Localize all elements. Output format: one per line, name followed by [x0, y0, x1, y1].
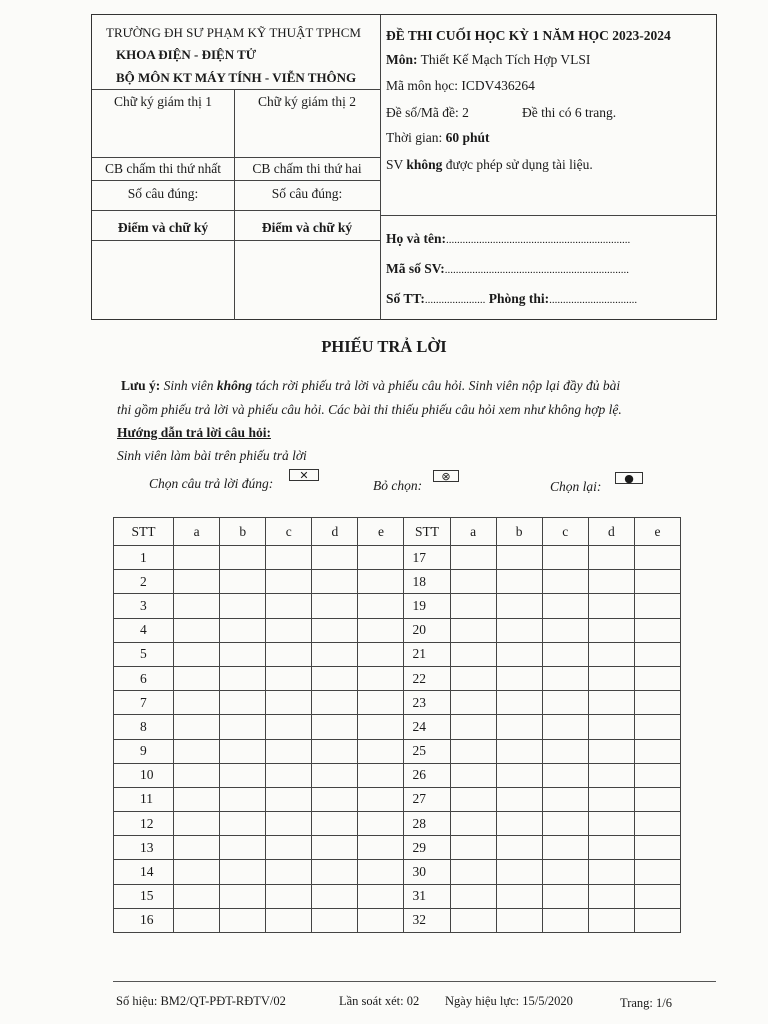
answer-cell[interactable] [634, 618, 680, 642]
answer-cell[interactable] [634, 908, 680, 932]
answer-cell[interactable] [174, 666, 220, 690]
proctor1-label: Chữ ký giám thị 1 [113, 94, 213, 109]
grid-header-cell: b [220, 518, 266, 546]
answer-cell[interactable] [312, 666, 358, 690]
school-name: TRƯỜNG ĐH SƯ PHẠM KỸ THUẬT TPHCM [106, 25, 361, 40]
faculty-name: KHOA ĐIỆN - ĐIỆN TỬ [116, 47, 257, 62]
answer-cell[interactable] [266, 642, 312, 666]
answer-cell[interactable] [174, 691, 220, 715]
answer-cell[interactable] [312, 642, 358, 666]
answer-cell[interactable] [312, 812, 358, 836]
answer-cell[interactable] [220, 618, 266, 642]
answer-cell[interactable] [358, 739, 404, 763]
grid-header-cell: d [588, 518, 634, 546]
answer-cell[interactable] [542, 739, 588, 763]
answer-cell[interactable] [588, 739, 634, 763]
question-number: 15 [114, 884, 174, 908]
answer-cell[interactable] [266, 787, 312, 811]
answer-cell[interactable] [174, 546, 220, 570]
answer-cell[interactable] [358, 666, 404, 690]
answer-cell[interactable] [542, 666, 588, 690]
answer-cell[interactable] [266, 715, 312, 739]
question-number: 9 [114, 739, 174, 763]
answer-cell[interactable] [542, 546, 588, 570]
answer-cell[interactable] [312, 570, 358, 594]
guide-line: Sinh viên làm bài trên phiếu trả lời [117, 448, 307, 463]
subject-label: Môn: [386, 52, 418, 67]
grid-header-cell: e [358, 518, 404, 546]
answer-cell[interactable] [220, 884, 266, 908]
answer-cell[interactable] [450, 812, 496, 836]
answer-sheet-title: PHIẾU TRẢ LỜI [321, 337, 447, 356]
seq-label: Số TT: [386, 291, 425, 306]
answer-cell[interactable] [174, 763, 220, 787]
note-emphasis: không [216, 378, 253, 393]
answer-cell[interactable] [496, 763, 542, 787]
answer-cell[interactable] [312, 594, 358, 618]
table-row [114, 908, 681, 932]
answer-cell[interactable] [174, 884, 220, 908]
answer-cell[interactable] [266, 691, 312, 715]
table-row [114, 860, 681, 884]
room-dots: ................................ [549, 294, 638, 306]
answer-cell[interactable] [542, 570, 588, 594]
materials-bold: không [406, 157, 443, 172]
answer-cell[interactable] [634, 666, 680, 690]
subject-line [386, 52, 590, 68]
answer-cell[interactable] [542, 908, 588, 932]
question-number: 6 [114, 666, 174, 690]
answer-cell[interactable] [312, 908, 358, 932]
correct-count2-label: Số câu đúng: [271, 186, 343, 201]
answer-cell[interactable] [358, 763, 404, 787]
page-count: Đề thi có 6 trang. [522, 105, 617, 120]
answer-cell[interactable] [542, 884, 588, 908]
table-row [114, 642, 681, 666]
answer-cell[interactable] [312, 715, 358, 739]
answer-cell[interactable] [634, 715, 680, 739]
time-line [386, 130, 490, 146]
question-number: 21 [404, 642, 450, 666]
answer-cell[interactable] [312, 691, 358, 715]
grid-header-row [114, 518, 681, 546]
note-line-1 [121, 378, 620, 394]
question-number: 29 [404, 836, 450, 860]
student-id-field[interactable] [386, 261, 629, 278]
table-row [114, 739, 681, 763]
answer-cell[interactable] [174, 594, 220, 618]
answer-cell[interactable] [634, 884, 680, 908]
answer-cell[interactable] [220, 715, 266, 739]
student-name-field[interactable] [386, 231, 630, 248]
table-row [114, 715, 681, 739]
answer-cell[interactable] [174, 618, 220, 642]
answer-cell[interactable] [634, 836, 680, 860]
answer-cell[interactable] [496, 666, 542, 690]
question-number: 23 [404, 691, 450, 715]
subject-value: Thiết Kế Mạch Tích Hợp VLSI [420, 52, 591, 67]
answer-grid [113, 517, 681, 933]
answer-cell[interactable] [174, 642, 220, 666]
answer-cell[interactable] [266, 739, 312, 763]
exam-title: ĐỀ THI CUỐI HỌC KỲ 1 NĂM HỌC 2023-2024 [386, 28, 671, 43]
answer-cell[interactable] [358, 642, 404, 666]
room-label: Phòng thi: [488, 291, 550, 306]
question-number: 1 [114, 546, 174, 570]
question-number: 12 [114, 812, 174, 836]
answer-cell[interactable] [588, 642, 634, 666]
answer-cell[interactable] [634, 860, 680, 884]
answer-cell[interactable] [588, 666, 634, 690]
score-sign2-label: Điểm và chữ ký [261, 220, 353, 235]
answer-cell[interactable] [358, 715, 404, 739]
answer-cell[interactable] [634, 691, 680, 715]
table-row [114, 546, 681, 570]
answer-cell[interactable] [220, 570, 266, 594]
time-value: 60 phút [445, 130, 490, 145]
question-number: 3 [114, 594, 174, 618]
doc-code: Số hiệu: BM2/QT-PĐT-RĐTV/02 [116, 994, 286, 1008]
answer-cell[interactable] [588, 787, 634, 811]
question-number: 18 [404, 570, 450, 594]
answer-cell[interactable] [496, 787, 542, 811]
answer-cell[interactable] [220, 666, 266, 690]
seq-room-field[interactable] [386, 291, 637, 308]
table-row [114, 812, 681, 836]
answer-cell[interactable] [496, 570, 542, 594]
table-row [114, 618, 681, 642]
answer-cell[interactable] [542, 860, 588, 884]
answer-cell[interactable] [542, 642, 588, 666]
answer-cell[interactable] [450, 666, 496, 690]
header-divider [92, 157, 380, 158]
student-name-dots: ................................................................... [446, 234, 631, 246]
grader2-label: CB chấm thi thứ hai [252, 161, 362, 176]
cancel-label: Bỏ chọn: [373, 478, 423, 493]
answer-cell[interactable] [266, 618, 312, 642]
time-label: Thời gian: [386, 130, 443, 145]
answer-cell[interactable] [358, 691, 404, 715]
answer-cell[interactable] [220, 594, 266, 618]
answer-cell[interactable] [174, 812, 220, 836]
materials-post: được phép sử dụng tài liệu. [445, 157, 593, 172]
header-divider [92, 180, 380, 181]
question-number: 26 [404, 763, 450, 787]
table-row [114, 666, 681, 690]
answer-cell[interactable] [312, 763, 358, 787]
answer-cell[interactable] [588, 860, 634, 884]
table-row [114, 763, 681, 787]
mark-choose-icon: ✕ [289, 469, 319, 481]
question-number: 32 [404, 908, 450, 932]
answer-cell[interactable] [634, 642, 680, 666]
mark-rechoose-icon: ● [615, 472, 643, 484]
materials-pre: SV [386, 157, 404, 172]
question-number: 19 [404, 594, 450, 618]
answer-cell[interactable] [496, 908, 542, 932]
answer-cell[interactable] [588, 908, 634, 932]
answer-cell[interactable] [542, 594, 588, 618]
course-code: Mã môn học: ICDV436264 [386, 78, 535, 93]
grid-body [114, 546, 681, 933]
answer-cell[interactable] [220, 739, 266, 763]
answer-cell[interactable] [634, 546, 680, 570]
answer-cell[interactable] [542, 715, 588, 739]
table-row [114, 787, 681, 811]
footer-divider [113, 981, 716, 982]
answer-cell[interactable] [312, 884, 358, 908]
answer-cell[interactable] [542, 812, 588, 836]
answer-cell[interactable] [358, 570, 404, 594]
answer-cell[interactable] [174, 787, 220, 811]
table-row [114, 570, 681, 594]
answer-cell[interactable] [174, 836, 220, 860]
header-divider [380, 15, 381, 320]
choose-label: Chọn câu trả lời đúng: [149, 476, 274, 491]
answer-cell[interactable] [450, 546, 496, 570]
proctor2-label: Chữ ký giám thị 2 [257, 94, 357, 109]
table-row [114, 884, 681, 908]
answer-cell[interactable] [358, 812, 404, 836]
note-text: tách rời phiếu trả lời và phiếu câu hỏi. Sinh viên nộp lại đầy đủ bài [252, 378, 621, 393]
answer-cell[interactable] [450, 763, 496, 787]
question-number: 31 [404, 884, 450, 908]
header-divider [92, 210, 380, 211]
answer-cell[interactable] [358, 860, 404, 884]
answer-cell[interactable] [588, 812, 634, 836]
question-number: 7 [114, 691, 174, 715]
answer-cell[interactable] [220, 763, 266, 787]
question-number: 11 [114, 787, 174, 811]
note-text: Sinh viên [160, 378, 217, 393]
table-row [114, 836, 681, 860]
answer-cell[interactable] [496, 594, 542, 618]
answer-cell[interactable] [266, 836, 312, 860]
answer-cell[interactable] [266, 812, 312, 836]
answer-cell[interactable] [542, 618, 588, 642]
header-divider [234, 89, 235, 320]
answer-cell[interactable] [266, 594, 312, 618]
answer-cell[interactable] [496, 715, 542, 739]
answer-cell[interactable] [450, 908, 496, 932]
answer-cell[interactable] [588, 546, 634, 570]
answer-cell[interactable] [312, 860, 358, 884]
grid-header-cell: d [312, 518, 358, 546]
answer-cell[interactable] [496, 860, 542, 884]
question-number: 30 [404, 860, 450, 884]
answer-cell[interactable] [496, 546, 542, 570]
exam-code: Đề số/Mã đề: 2 [386, 105, 469, 120]
answer-cell[interactable] [496, 884, 542, 908]
revision: Lần soát xét: 02 [339, 994, 420, 1008]
student-name-label: Họ và tên: [386, 231, 446, 246]
answer-cell[interactable] [588, 836, 634, 860]
answer-cell[interactable] [174, 570, 220, 594]
materials-rule [386, 157, 593, 173]
answer-cell[interactable] [312, 618, 358, 642]
answer-cell[interactable] [358, 594, 404, 618]
answer-cell[interactable] [358, 618, 404, 642]
answer-cell[interactable] [634, 787, 680, 811]
answer-cell[interactable] [174, 739, 220, 763]
question-number: 10 [114, 763, 174, 787]
question-number: 24 [404, 715, 450, 739]
seq-dots: ...................... [424, 294, 486, 306]
question-number: 28 [404, 812, 450, 836]
exam-header-box [91, 14, 717, 320]
answer-cell[interactable] [634, 739, 680, 763]
question-number: 14 [114, 860, 174, 884]
answer-cell[interactable] [450, 739, 496, 763]
header-divider [380, 215, 717, 216]
answer-cell[interactable] [358, 787, 404, 811]
note-line-2: thi gồm phiếu trả lời và phiếu câu hỏi. Các bài thi thiếu phiếu câu hỏi xem như không hợp lệ. [117, 402, 622, 417]
answer-cell[interactable] [312, 836, 358, 860]
table-row [114, 691, 681, 715]
answer-cell[interactable] [450, 884, 496, 908]
question-number: 27 [404, 787, 450, 811]
answer-cell[interactable] [266, 666, 312, 690]
header-divider [92, 240, 380, 241]
answer-cell[interactable] [174, 908, 220, 932]
answer-cell[interactable] [588, 715, 634, 739]
answer-cell[interactable] [450, 594, 496, 618]
grid-header-cell: e [634, 518, 680, 546]
answer-cell[interactable] [358, 546, 404, 570]
answer-cell[interactable] [220, 908, 266, 932]
answer-cell[interactable] [588, 691, 634, 715]
answer-cell[interactable] [496, 739, 542, 763]
answer-cell[interactable] [588, 618, 634, 642]
score-sign1-label: Điểm và chữ ký [117, 220, 209, 235]
answer-cell[interactable] [266, 763, 312, 787]
grid-header-cell: STT [404, 518, 450, 546]
question-number: 5 [114, 642, 174, 666]
grid-header-cell: c [266, 518, 312, 546]
answer-cell[interactable] [312, 546, 358, 570]
answer-cell[interactable] [220, 812, 266, 836]
student-id-dots: ................................................................... [444, 264, 630, 276]
answer-cell[interactable] [450, 836, 496, 860]
answer-cell[interactable] [174, 715, 220, 739]
grid-header-cell: a [450, 518, 496, 546]
student-id-label: Mã số SV: [386, 261, 445, 276]
answer-cell[interactable] [496, 618, 542, 642]
answer-cell[interactable] [266, 570, 312, 594]
question-number: 8 [114, 715, 174, 739]
question-number: 22 [404, 666, 450, 690]
answer-cell[interactable] [312, 787, 358, 811]
question-number: 2 [114, 570, 174, 594]
answer-cell[interactable] [220, 642, 266, 666]
answer-cell[interactable] [450, 618, 496, 642]
answer-cell[interactable] [266, 546, 312, 570]
answer-cell[interactable] [358, 908, 404, 932]
answer-cell[interactable] [220, 546, 266, 570]
answer-cell[interactable] [266, 860, 312, 884]
grader1-label: CB chấm thi thứ nhất [104, 161, 222, 176]
answer-cell[interactable] [542, 836, 588, 860]
answer-cell[interactable] [496, 812, 542, 836]
answer-cell[interactable] [496, 642, 542, 666]
answer-cell[interactable] [450, 642, 496, 666]
answer-cell[interactable] [496, 836, 542, 860]
answer-cell[interactable] [358, 884, 404, 908]
correct-count1-label: Số câu đúng: [127, 186, 199, 201]
answer-cell[interactable] [266, 884, 312, 908]
answer-cell[interactable] [634, 594, 680, 618]
guide-heading: Hướng dẫn trả lời câu hỏi: [117, 425, 271, 440]
note-label: Lưu ý: [121, 378, 161, 393]
answer-cell[interactable] [450, 787, 496, 811]
mark-cancel-icon: ⊗ [433, 470, 459, 482]
answer-cell[interactable] [634, 763, 680, 787]
answer-cell[interactable] [588, 763, 634, 787]
answer-cell[interactable] [588, 570, 634, 594]
grid-header-cell: STT [114, 518, 174, 546]
question-number: 4 [114, 618, 174, 642]
answer-cell[interactable] [450, 691, 496, 715]
answer-cell[interactable] [634, 570, 680, 594]
answer-cell[interactable] [542, 787, 588, 811]
answer-cell[interactable] [220, 836, 266, 860]
grid-header-cell: a [174, 518, 220, 546]
answer-cell[interactable] [358, 836, 404, 860]
answer-cell[interactable] [588, 884, 634, 908]
question-number: 25 [404, 739, 450, 763]
answer-cell[interactable] [450, 715, 496, 739]
answer-cell[interactable] [634, 812, 680, 836]
answer-cell[interactable] [174, 860, 220, 884]
grid-header-cell: c [542, 518, 588, 546]
effective-date: Ngày hiệu lực: 15/5/2020 [445, 994, 573, 1008]
question-number: 16 [114, 908, 174, 932]
answer-cell[interactable] [450, 860, 496, 884]
answer-cell[interactable] [312, 739, 358, 763]
page-number: Trang: 1/6 [620, 996, 672, 1010]
answer-cell[interactable] [496, 691, 542, 715]
header-divider [92, 89, 380, 90]
answer-cell[interactable] [220, 860, 266, 884]
rechoose-label: Chọn lại: [550, 479, 602, 494]
grid-header-cell: b [496, 518, 542, 546]
department-name: BỘ MÔN KT MÁY TÍNH - VIỄN THÔNG [116, 70, 357, 85]
table-row [114, 594, 681, 618]
question-number: 17 [404, 546, 450, 570]
question-number: 20 [404, 618, 450, 642]
answer-cell[interactable] [220, 787, 266, 811]
answer-cell[interactable] [450, 570, 496, 594]
answer-cell[interactable] [542, 691, 588, 715]
question-number: 13 [114, 836, 174, 860]
answer-cell[interactable] [542, 763, 588, 787]
answer-cell[interactable] [588, 594, 634, 618]
answer-cell[interactable] [220, 691, 266, 715]
answer-cell[interactable] [266, 908, 312, 932]
